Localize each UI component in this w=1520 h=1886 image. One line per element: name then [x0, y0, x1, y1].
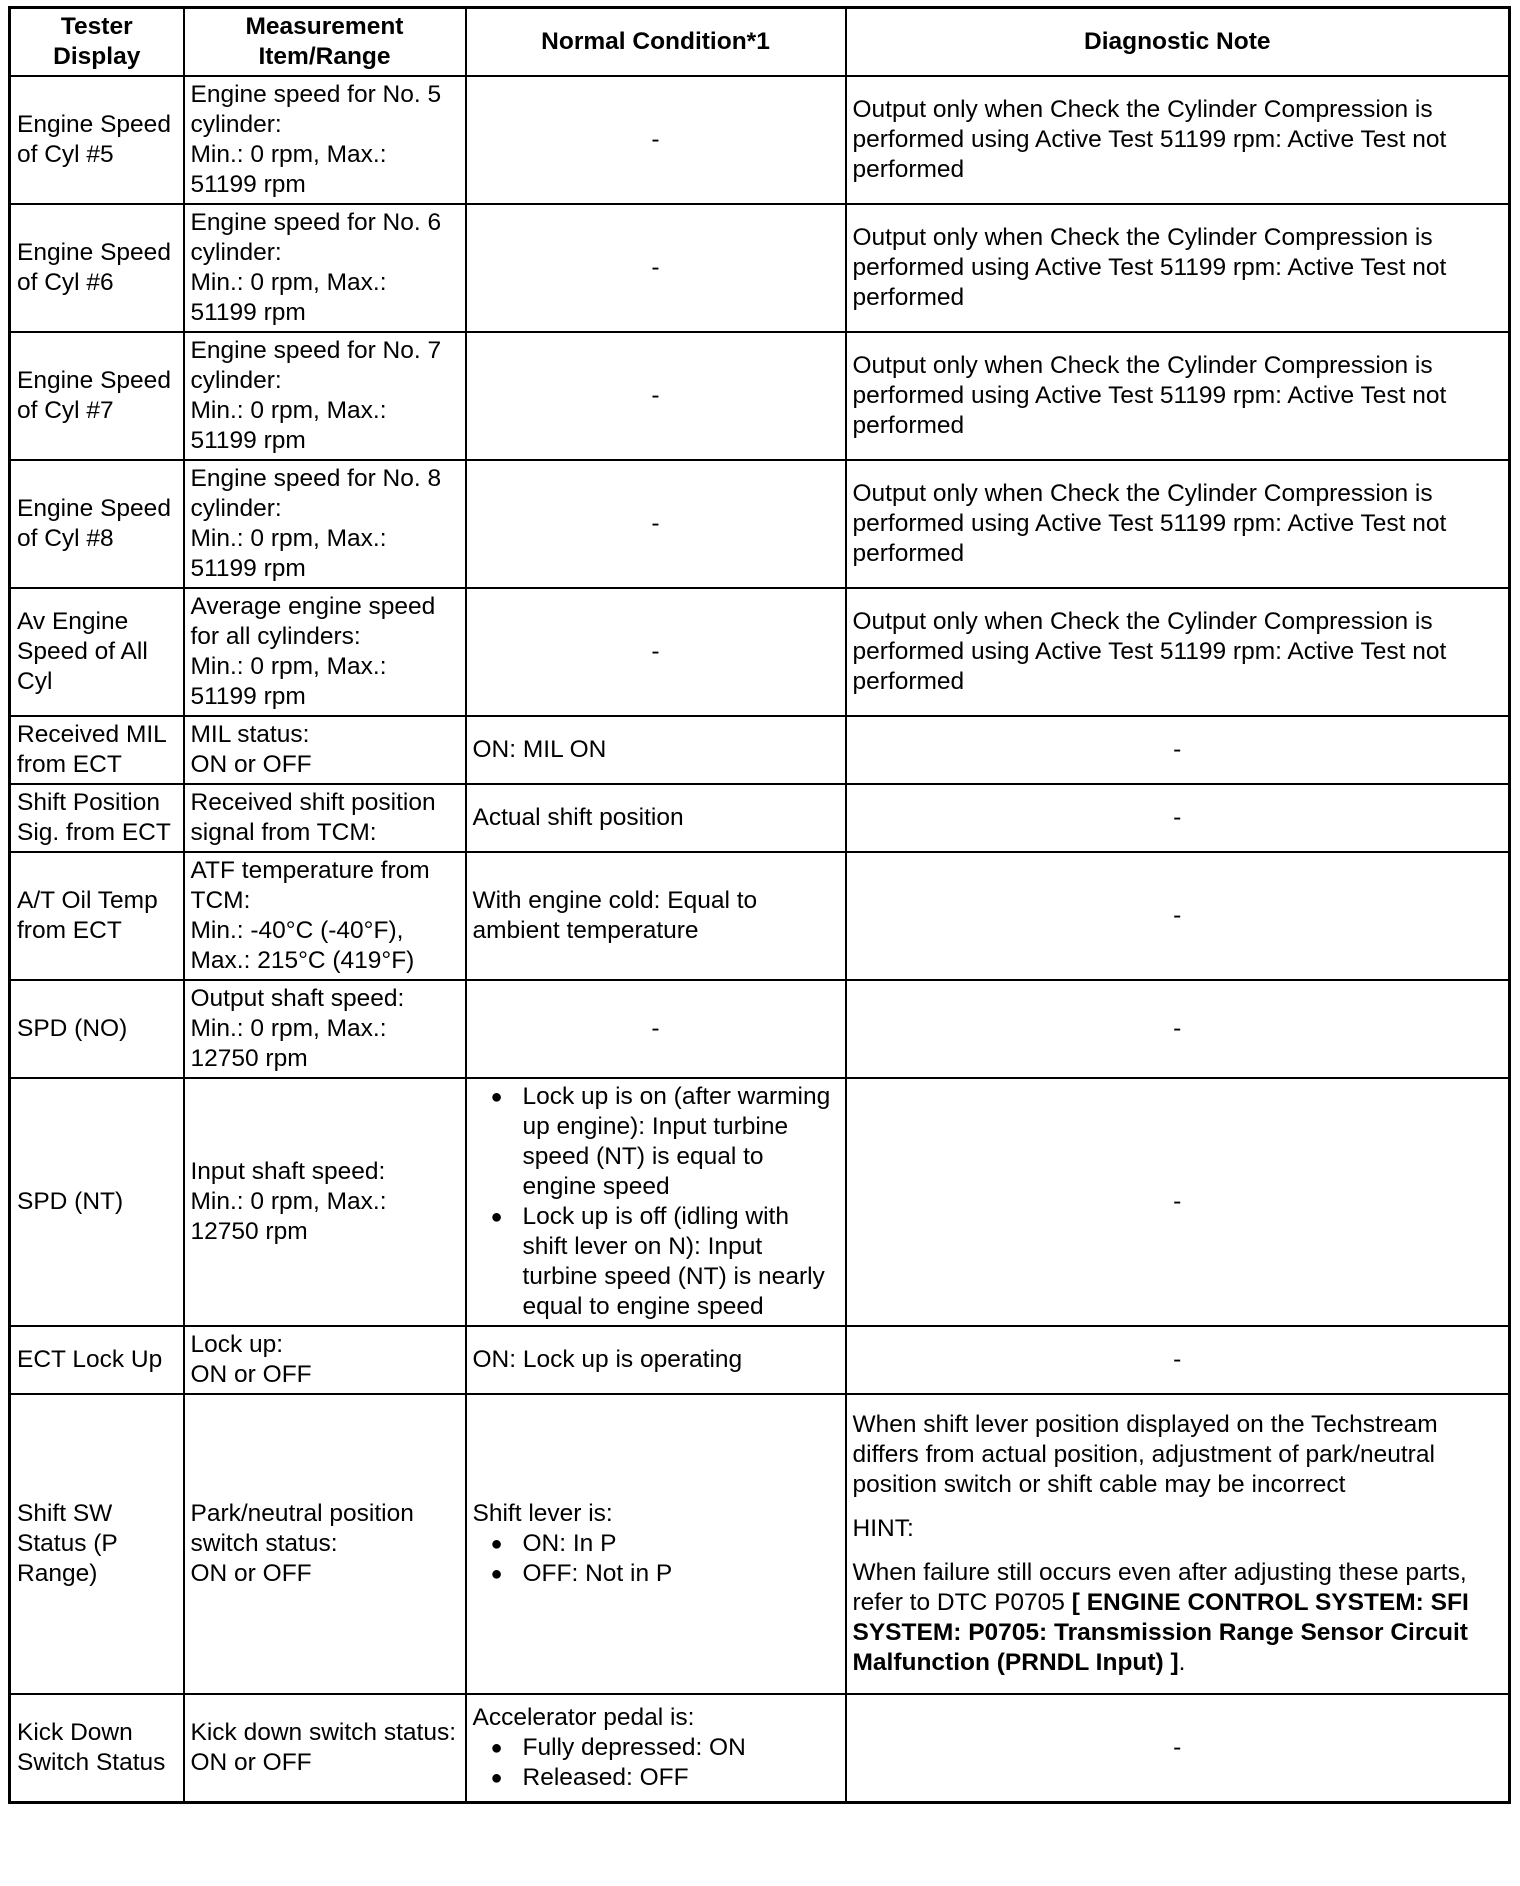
- tester-display-cell: Engine Speed of Cyl #5: [10, 76, 184, 204]
- table-row: [10, 784, 1510, 852]
- measurement-line: Min.: 0 rpm, Max.: 12750 rpm: [190, 1188, 387, 1245]
- measurement-cell: [184, 1694, 466, 1802]
- table-row: [10, 76, 1510, 204]
- diagnostic-note-cell: -: [846, 980, 1510, 1078]
- diagnostic-note-cell: Output only when Check the Cylinder Compression is performed using Active Test 51199 rpm: Active Test not performed: [846, 460, 1510, 588]
- normal-condition-cell: [466, 1078, 846, 1326]
- measurement-line: Min.: 0 rpm, Max.: 51199 rpm: [190, 525, 387, 582]
- table-row: [10, 1394, 1510, 1694]
- table-row: [10, 1326, 1510, 1394]
- measurement-line: ON or OFF: [190, 751, 312, 778]
- data-list-table: [8, 6, 1511, 1804]
- diagnostic-note-cell: Output only when Check the Cylinder Compression is performed using Active Test 51199 rpm: Active Test not performed: [846, 76, 1510, 204]
- normal-condition-cell: -: [466, 332, 846, 460]
- measurement-line: Input shaft speed:: [190, 1158, 386, 1185]
- normal-condition-cell: [466, 1394, 846, 1694]
- measurement-line: Average engine speed for all cylinders:: [190, 593, 436, 650]
- measurement-cell: [184, 1078, 466, 1326]
- condition-intro: Shift lever is:: [472, 1500, 613, 1527]
- measurement-cell: [184, 1394, 466, 1694]
- header-row: [10, 8, 1510, 77]
- tester-display-cell: Engine Speed of Cyl #6: [10, 204, 184, 332]
- measurement-line: Output shaft speed:: [190, 985, 405, 1012]
- diagnostic-note-cell: -: [846, 716, 1510, 784]
- normal-condition-cell: -: [466, 76, 846, 204]
- measurement-line: Engine speed for No. 6 cylinder:: [190, 209, 442, 266]
- measurement-cell: [184, 1326, 466, 1394]
- table-row: [10, 1078, 1510, 1326]
- measurement-line: Min.: 0 rpm, Max.: 51199 rpm: [190, 653, 387, 710]
- diagnostic-note-cell: -: [846, 784, 1510, 852]
- condition-bullet: ● Released: OFF: [523, 1763, 839, 1793]
- measurement-cell: [184, 784, 466, 852]
- tester-display-cell: Kick Down Switch Status: [10, 1694, 184, 1802]
- condition-bullet: ● OFF: Not in P: [523, 1559, 839, 1589]
- note-text: When shift lever position displayed on the Techstream differs from actual position, adjustment of park/neutral position switch or shift cable may be incorrect: [852, 1411, 1438, 1498]
- condition-bullet-list: [473, 1529, 839, 1589]
- measurement-cell: [184, 588, 466, 716]
- condition-bullet-list: [473, 1082, 839, 1322]
- measurement-line: Engine speed for No. 7 cylinder:: [190, 337, 442, 394]
- tester-display-cell: SPD (NT): [10, 1078, 184, 1326]
- hint-label: HINT:: [852, 1515, 914, 1542]
- table-row: [10, 204, 1510, 332]
- table-row: [10, 460, 1510, 588]
- table-row: [10, 588, 1510, 716]
- dtc-reference-link[interactable]: [ ENGINE CONTROL SYSTEM: SFI SYSTEM: P0705: Transmission Range Sensor Circuit Malfunction (PRNDL Input) ]: [852, 1589, 1469, 1676]
- tester-display-cell: Engine Speed of Cyl #8: [10, 460, 184, 588]
- normal-condition-cell: -: [466, 588, 846, 716]
- measurement-line: Engine speed for No. 5 cylinder:: [190, 81, 442, 138]
- table-row: [10, 1694, 1510, 1802]
- diagnostic-note-cell: [846, 1394, 1510, 1694]
- tester-display-cell: Av Engine Speed of All Cyl: [10, 588, 184, 716]
- measurement-line: Kick down switch status:: [190, 1718, 457, 1746]
- normal-condition-cell: -: [466, 460, 846, 588]
- measurement-cell: [184, 204, 466, 332]
- normal-condition-cell: Actual shift position: [466, 784, 846, 852]
- tester-display-cell: SPD (NO): [10, 980, 184, 1078]
- normal-condition-cell: -: [466, 204, 846, 332]
- measurement-line: Min.: -40°C (-40°F), Max.: 215°C (419°F): [190, 917, 415, 974]
- measurement-line: Min.: 0 rpm, Max.: 51199 rpm: [190, 397, 387, 454]
- measurement-line: ON or OFF: [190, 1361, 312, 1388]
- condition-bullet-list: [473, 1733, 839, 1793]
- tester-display-cell: A/T Oil Temp from ECT: [10, 852, 184, 980]
- hint-end: .: [1178, 1649, 1186, 1676]
- header-measurement-item: Measurement Item/Range: [184, 8, 466, 77]
- tester-display-cell: ECT Lock Up: [10, 1326, 184, 1394]
- diagnostic-note-cell: Output only when Check the Cylinder Compression is performed using Active Test 51199 rpm: Active Test not performed: [846, 332, 1510, 460]
- table-row: [10, 980, 1510, 1078]
- normal-condition-cell: ON: Lock up is operating: [466, 1326, 846, 1394]
- measurement-line: Received shift position signal from TCM:: [190, 789, 436, 846]
- normal-condition-cell: [466, 1694, 846, 1802]
- measurement-line: Min.: 0 rpm, Max.: 51199 rpm: [190, 141, 387, 198]
- normal-condition-cell: With engine cold: Equal to ambient temperature: [466, 852, 846, 980]
- hint-paragraph: [853, 1558, 1503, 1678]
- tester-display-cell: Shift SW Status (P Range): [10, 1394, 184, 1694]
- table-row: [10, 332, 1510, 460]
- measurement-cell: [184, 852, 466, 980]
- measurement-line: Lock up:: [190, 1331, 284, 1358]
- hint-text: When failure still occurs even after adjusting these parts, refer to DTC P0705: [852, 1559, 1467, 1616]
- condition-bullet: ● ON: In P: [523, 1529, 839, 1559]
- table-row: [10, 716, 1510, 784]
- measurement-line: Min.: 0 rpm, Max.: 12750 rpm: [190, 1015, 387, 1072]
- diagnostic-note-cell: Output only when Check the Cylinder Compression is performed using Active Test 51199 rpm: Active Test not performed: [846, 588, 1510, 716]
- measurement-cell: [184, 716, 466, 784]
- diagnostic-note-cell: -: [846, 1694, 1510, 1802]
- measurement-line: Min.: 0 rpm, Max.: 51199 rpm: [190, 269, 387, 326]
- measurement-cell: [184, 460, 466, 588]
- measurement-cell: [184, 332, 466, 460]
- measurement-cell: [184, 76, 466, 204]
- condition-bullet: ● Lock up is off (idling with shift lever on N): Input turbine speed (NT) is nearly equal to engine speed: [523, 1202, 839, 1322]
- tester-display-cell: Shift Position Sig. from ECT: [10, 784, 184, 852]
- condition-bullet: ● Fully depressed: ON: [523, 1733, 839, 1763]
- header-tester-display: Tester Display: [10, 8, 184, 77]
- measurement-line: MIL status:: [190, 721, 310, 748]
- tester-display-cell: Received MIL from ECT: [10, 716, 184, 784]
- diagnostic-note-cell: -: [846, 1326, 1510, 1394]
- condition-intro: Accelerator pedal is:: [472, 1703, 695, 1731]
- condition-bullet: ● Lock up is on (after warming up engine): Input turbine speed (NT) is equal to engine speed: [523, 1082, 839, 1202]
- diagnostic-note-cell: -: [846, 852, 1510, 980]
- measurement-line: Engine speed for No. 8 cylinder:: [190, 465, 442, 522]
- measurement-line: ON or OFF: [190, 1560, 312, 1587]
- normal-condition-cell: -: [466, 980, 846, 1078]
- measurement-cell: [184, 980, 466, 1078]
- table-row: [10, 852, 1510, 980]
- diagnostic-note-cell: -: [846, 1078, 1510, 1326]
- normal-condition-cell: ON: MIL ON: [466, 716, 846, 784]
- measurement-line: ATF temperature from TCM:: [190, 857, 430, 914]
- measurement-line: Park/neutral position switch status:: [190, 1500, 414, 1557]
- tester-display-cell: Engine Speed of Cyl #7: [10, 332, 184, 460]
- header-normal-condition: Normal Condition*1: [466, 8, 846, 77]
- measurement-line: ON or OFF: [190, 1748, 312, 1776]
- diagnostic-note-cell: Output only when Check the Cylinder Compression is performed using Active Test 51199 rpm: Active Test not performed: [846, 204, 1510, 332]
- header-diagnostic-note: Diagnostic Note: [846, 8, 1510, 77]
